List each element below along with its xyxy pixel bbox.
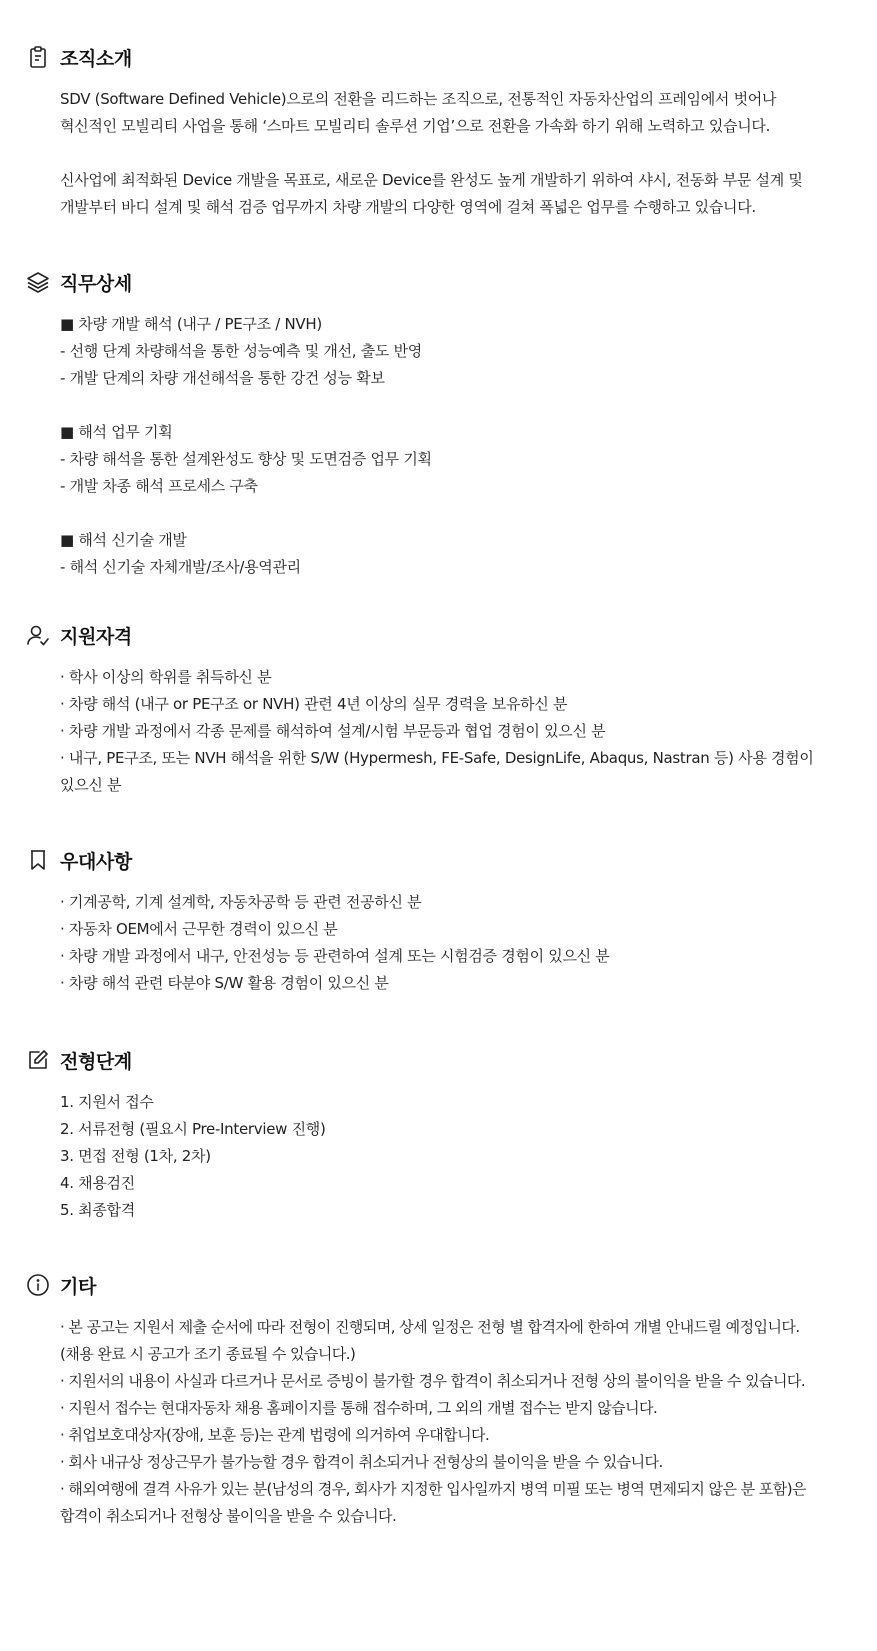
section-title-duties: 직무상세 xyxy=(60,272,132,295)
section-title-preferred: 우대사항 xyxy=(60,850,132,873)
preferred-item: · 자동차 OEM에서 근무한 경력이 있으신 분 xyxy=(60,920,338,938)
etc-item: · 회사 내규상 정상근무가 불가능할 경우 합격이 취소되거나 전형상의 불이익을 받을 수 있습니다. xyxy=(60,1453,663,1471)
section-process xyxy=(26,1045,856,1224)
about-text-line: 혁신적인 모빌리티 사업을 통해 ‘스마트 모빌리티 솔루션 기업’으로 전환을 가속화 하기 위해 노력하고 있습니다. xyxy=(60,117,771,135)
etc-item: · 본 공고는 지원서 제출 순서에 따라 전형이 진행되며, 상세 일정은 전형 별 합격자에 한하여 개별 안내드릴 예정입니다. xyxy=(60,1318,800,1336)
section-body-process xyxy=(26,1089,856,1224)
section-title-qualifications: 지원자격 xyxy=(60,625,132,648)
section-title-process: 전형단계 xyxy=(60,1050,132,1073)
etc-item: · 해외여행에 결격 사유가 있는 분(남성의 경우, 회사가 지정한 입사일까지 병역 미필 또는 병역 면제되지 않은 분 포함)은 xyxy=(60,1480,806,1498)
section-header-qualifications xyxy=(26,620,856,650)
clipboard-icon xyxy=(26,45,50,69)
about-text-line: 개발부터 바디 설계 및 해석 검증 업무까지 차량 개발의 다양한 영역에 걸쳐 폭넓은 업무를 수행하고 있습니다. xyxy=(60,198,756,216)
section-duties xyxy=(26,267,856,581)
about-text-line: 신사업에 최적화된 Device 개발을 목표로, 새로운 Device를 완성도 높게 개발하기 위하여 샤시, 전동화 부문 설계 및 xyxy=(60,171,803,189)
preferred-item: · 차량 개발 과정에서 내구, 안전성능 등 관련하여 설계 또는 시험검증 경험이 있으신 분 xyxy=(60,947,610,965)
etc-item: (채용 완료 시 공고가 조기 종료될 수 있습니다.) xyxy=(60,1345,356,1363)
duty-item: - 개발 단계의 차량 개선해석을 통한 강건 성능 확보 xyxy=(60,369,385,387)
preferred-item: · 차량 해석 관련 타분야 S/W 활용 경험이 있으신 분 xyxy=(60,974,389,992)
qualification-item: 있으신 분 xyxy=(60,776,122,794)
duty-item: - 개발 차종 해석 프로세스 구축 xyxy=(60,477,258,495)
section-about xyxy=(26,42,856,221)
layers-icon xyxy=(26,270,50,294)
duty-item: - 해석 신기술 자체개발/조사/용역관리 xyxy=(60,558,301,576)
duty-group-heading: ■ 해석 업무 기획 xyxy=(60,423,173,441)
process-step: 5. 최종합격 xyxy=(60,1201,135,1219)
process-step: 1. 지원서 접수 xyxy=(60,1093,154,1111)
section-body-etc xyxy=(26,1314,856,1530)
section-title-etc: 기타 xyxy=(60,1275,96,1298)
section-title-about: 조직소개 xyxy=(60,47,132,70)
edit-icon xyxy=(26,1048,50,1072)
section-body-about xyxy=(26,86,856,221)
etc-item: · 지원서 접수는 현대자동차 채용 홈페이지를 통해 접수하며, 그 외의 개별 접수는 받지 않습니다. xyxy=(60,1399,658,1417)
section-body-duties xyxy=(26,311,856,581)
process-step: 2. 서류전형 (필요시 Pre-Interview 진행) xyxy=(60,1120,326,1138)
etc-item: · 취업보호대상자(장애, 보훈 등)는 관계 법령에 의거하여 우대합니다. xyxy=(60,1426,490,1444)
process-step: 4. 채용검진 xyxy=(60,1174,135,1192)
section-preferred xyxy=(26,845,856,997)
qualification-item: · 내구, PE구조, 또는 NVH 해석을 위한 S/W (Hypermesh, FE-Safe, DesignLife, Abaqus, Nastran 등) 사용 경험이 xyxy=(60,749,814,767)
duty-item: - 선행 단계 차량해석을 통한 성능예측 및 개선, 출도 반영 xyxy=(60,342,422,360)
section-header-preferred xyxy=(26,845,856,875)
section-header-about xyxy=(26,42,856,72)
duty-item: - 차량 해석을 통한 설계완성도 향상 및 도면검증 업무 기획 xyxy=(60,450,432,468)
etc-item: 합격이 취소되거나 전형상 불이익을 받을 수 있습니다. xyxy=(60,1507,397,1525)
duty-group-heading: ■ 차량 개발 해석 (내구 / PE구조 / NVH) xyxy=(60,315,322,333)
duty-group-heading: ■ 해석 신기술 개발 xyxy=(60,531,187,549)
section-etc xyxy=(26,1270,856,1530)
section-qualifications xyxy=(26,620,856,799)
about-text-line: SDV (Software Defined Vehicle)으로의 전환을 리드하는 조직으로, 전통적인 자동차산업의 프레임에서 벗어나 xyxy=(60,90,777,108)
qualification-item: · 차량 해석 (내구 or PE구조 or NVH) 관련 4년 이상의 실무 경력을 보유하신 분 xyxy=(60,695,568,713)
section-header-process xyxy=(26,1045,856,1075)
bookmark-icon xyxy=(26,848,50,872)
section-body-preferred xyxy=(26,889,856,997)
process-step: 3. 면접 전형 (1차, 2차) xyxy=(60,1147,211,1165)
section-header-etc xyxy=(26,1270,856,1300)
section-header-duties xyxy=(26,267,856,297)
qualification-item: · 학사 이상의 학위를 취득하신 분 xyxy=(60,668,272,686)
section-body-qualifications xyxy=(26,664,856,799)
etc-item: · 지원서의 내용이 사실과 다르거나 문서로 증빙이 불가할 경우 합격이 취소되거나 전형 상의 불이익을 받을 수 있습니다. xyxy=(60,1372,806,1390)
info-icon xyxy=(26,1273,50,1297)
user-check-icon xyxy=(26,623,50,647)
preferred-item: · 기계공학, 기계 설계학, 자동차공학 등 관련 전공하신 분 xyxy=(60,893,422,911)
qualification-item: · 차량 개발 과정에서 각종 문제를 해석하여 설계/시험 부문등과 협업 경험이 있으신 분 xyxy=(60,722,606,740)
